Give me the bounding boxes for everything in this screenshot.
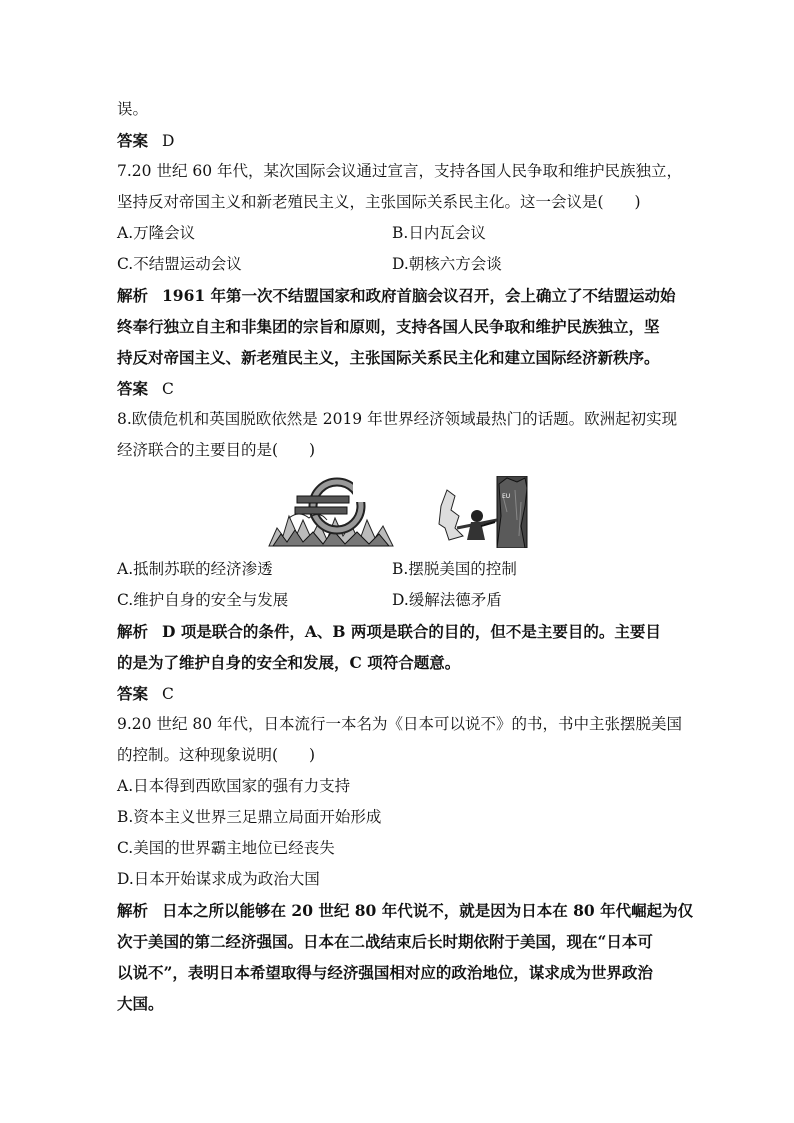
analysis-text: 日本之所以能够在 20 世纪 80 年代说不，就是因为日本在 80 年代崛起为仅	[162, 901, 694, 920]
q8-options-row-1	[117, 554, 682, 585]
q8-stem-line-2: 经济联合的主要目的是( )	[117, 441, 316, 459]
answer-label: 答案	[117, 379, 149, 398]
q8-answer	[117, 678, 682, 709]
q6-answer	[117, 125, 682, 156]
answer-label: 答案	[117, 684, 149, 703]
euro-in-flames-cartoon	[267, 476, 395, 548]
q7-option-a: A.万隆会议	[117, 224, 196, 242]
q9-analysis-line-1	[117, 895, 694, 926]
q7-stem-line-2: 坚持反对帝国主义和新老殖民主义，主张国际关系民主化。这一会议是( )	[117, 193, 641, 211]
figure-label-eu: EU	[501, 493, 510, 500]
q7-option-c: C.不结盟运动会议	[117, 255, 242, 273]
answer-value: C	[162, 380, 174, 398]
q6-tail: 误。	[117, 100, 149, 118]
answer-value: D	[162, 132, 175, 150]
q7-analysis-line-1	[117, 280, 682, 311]
q8-option-b: B.摆脱美国的控制	[392, 560, 517, 578]
q7-options-row-1	[117, 218, 682, 249]
analysis-text: D 项是联合的条件，A、B 两项是联合的目的，但不是主要目的。主要目	[162, 622, 661, 641]
q7-answer	[117, 373, 682, 404]
q9-analysis-line-3: 以说不”，表明日本希望取得与经济强国相对应的政治地位，谋求成为世界政治	[117, 963, 653, 982]
q8-figure	[117, 476, 682, 548]
q8-option-a: A.抵制苏联的经济渗透	[117, 560, 273, 578]
q9-option-d: D.日本开始谋求成为政治大国	[117, 870, 320, 888]
q7-option-b: B.日内瓦会议	[392, 224, 486, 242]
britain-cutting-branch-cartoon	[437, 476, 533, 548]
q9-stem-line-1: 9.20 世纪 80 年代，日本流行一本名为《日本可以说不》的书，书中主张摆脱美国	[117, 715, 683, 733]
answer-label: 答案	[117, 131, 149, 150]
analysis-label: 解析	[117, 901, 149, 920]
q9-analysis-line-2: 次于美国的第二经济强国。日本在二战结束后长时期依附于美国，现在“日本可	[117, 932, 653, 951]
document-page	[117, 94, 694, 1019]
q7-option-d: D.朝核六方会谈	[392, 255, 502, 273]
q7-options-row-2	[117, 249, 682, 280]
q8-stem-line-1: 8.欧债危机和英国脱欧依然是 2019 年世界经济领域最热门的话题。欧洲起初实现	[117, 410, 678, 428]
analysis-label: 解析	[117, 286, 149, 305]
q8-options-row-2	[117, 585, 682, 616]
q7-analysis-line-2: 终奉行独立自主和非集团的宗旨和原则，支持各国人民争取和维护民族独立，坚	[117, 317, 660, 336]
q9-option-c: C.美国的世界霸主地位已经丧失	[117, 839, 335, 857]
q9-option-b: B.资本主义世界三足鼎立局面开始形成	[117, 808, 382, 826]
q9-analysis-line-4: 大国。	[117, 994, 164, 1013]
q8-analysis-line-2: 的是为了维护自身的安全和发展，C 项符合题意。	[117, 653, 461, 672]
analysis-label: 解析	[117, 622, 149, 641]
q7-analysis-line-3: 持反对帝国主义、新老殖民主义，主张国际关系民主化和建立国际经济新秩序。	[117, 348, 660, 367]
q8-option-c: C.维护自身的安全与发展	[117, 591, 289, 609]
q8-option-d: D.缓解法德矛盾	[392, 591, 502, 609]
q8-analysis-line-1	[117, 616, 682, 647]
q9-option-a: A.日本得到西欧国家的强有力支持	[117, 777, 351, 795]
answer-value: C	[162, 685, 174, 703]
q7-stem-line-1: 7.20 世纪 60 年代，某次国际会议通过宣言，支持各国人民争取和维护民族独立，	[117, 162, 683, 180]
q9-stem-line-2: 的控制。这种现象说明( )	[117, 746, 316, 764]
analysis-text: 1961 年第一次不结盟国家和政府首脑会议召开，会上确立了不结盟运动始	[162, 286, 676, 305]
